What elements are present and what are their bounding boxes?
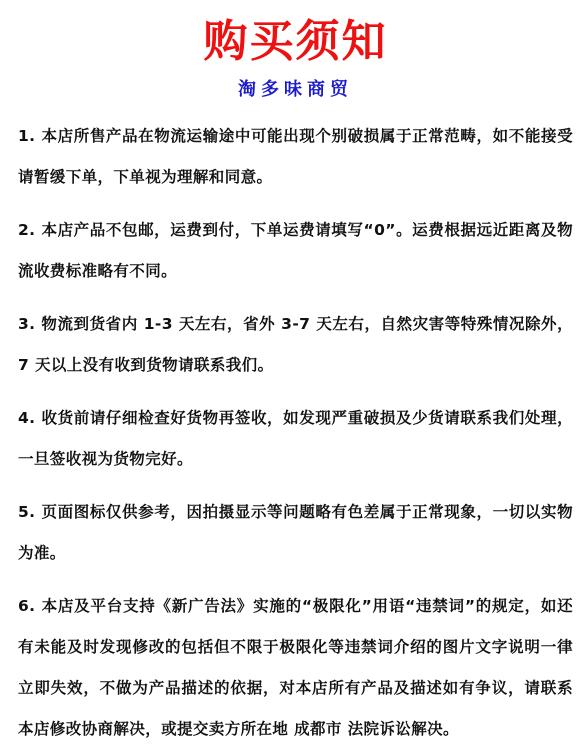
notice-item-3: 3. 物流到货省内 1-3 天左右，省外 3-7 天左右，自然灾害等特殊情况除外，7 天以上没有收到货物请联系我们。 xyxy=(18,315,573,374)
notice-item-6: 6. 本店及平台支持《新广告法》实施的“极限化”用语“违禁词”的规定，如还有未能及时发现修改的包括但不限于极限化等违禁词介绍的图片文字说明一律立即失效，不做为产品描述的依据，对本店所有产品及描述如有争议，请联系本店修改协商解决，或提交卖方所在地 成都市 法院诉讼解决。 xyxy=(18,597,573,738)
store-name: 淘多味商贸 xyxy=(238,79,353,100)
notice-item-4: 4. 收货前请仔细检查好货物再签收，如发现严重破损及少货请联系我们处理，一旦签收视为货物完好。 xyxy=(18,409,573,468)
notice-item-2: 2. 本店产品不包邮，运费到付，下单运费请填写“0”。运费根据远近距离及物流收费标准略有不同。 xyxy=(18,221,573,280)
notice-list xyxy=(18,116,573,750)
notice-item-5: 5. 页面图标仅供参考，因拍摄显示等问题略有色差属于正常现象，一切以实物为准。 xyxy=(18,503,573,562)
notice-item-1: 1. 本店所售产品在物流运输途中可能出现个别破损属于正常范畴，如不能接受请暂缓下单，下单视为理解和同意。 xyxy=(18,127,573,186)
page-title: 购买须知 xyxy=(203,16,388,67)
